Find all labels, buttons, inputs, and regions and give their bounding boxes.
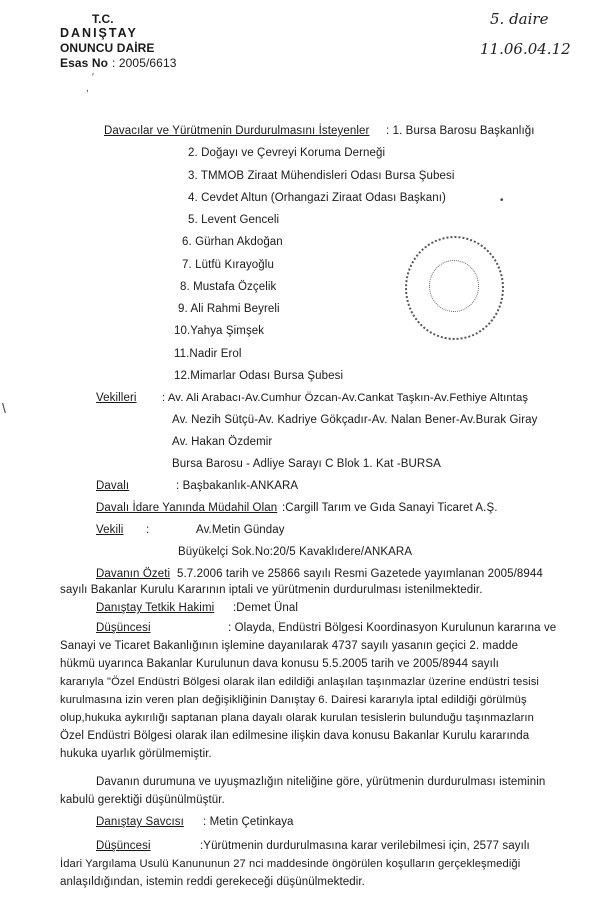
header-chamber: ONUNCU DAİRE [60,41,155,55]
opinion1-line: hükmü uyarınca Bakanlar Kurulunun dava konusu 5.5.2005 tarih ve 2005/8944 sayılı [60,658,499,670]
plaintiff-item: 9. Ali Rahmi Beyreli [178,303,280,315]
opinion1-line: Özel Endüstri Bölgesi olarak ilan edilmesine ilişkin dava konusu Bakanlar Kurulu kararında [60,730,530,742]
esas-value: : 2005/6613 [112,56,177,70]
summary-line: 5.7.2006 tarih ve 25866 sayılı Resmi Gazetede yayımlanan 2005/8944 [177,568,543,580]
plaintiffs-label: Davacılar ve Yürütmenin Durdurulmasını İsteyenler [104,125,370,137]
plaintiff-item: 12.Mimarlar Odası Bursa Şubesi [174,370,344,382]
intervener-value: :Cargill Tarım ve Gıda Sanayi Ticaret A.Ş. [282,502,498,514]
summary-line: sayılı Bakanlar Kurulu Kararının iptali ve yürütmenin durdurulması istenilmektedir. [60,584,483,596]
opinion1-line: kurulmasına izin veren plan değişikliğinin Danıştay 6. Dairesi kararıyla iptal edildiği görülmüş [60,694,527,706]
header-court: DANIŞTAY [60,26,138,40]
plaintiff-item: 4. Cevdet Altun (Orhangazi Ziraat Odası Başkanı) [188,192,446,204]
speck-mark: , [86,83,89,94]
intervener-attorney-colon: : [146,524,150,536]
handwritten-note: 5. daire [490,10,549,28]
attorneys-label: Vekilleri [96,392,137,404]
judge-value: :Demet Ünal [233,602,299,614]
intervener-label: Davalı İdare Yanında Müdahil Olan [96,502,278,514]
attorneys-address: Bursa Barosu - Adliye Sarayı C Blok 1. Kat -BURSA [172,458,441,470]
intervener-attorney-address: Büyükelçi Sok.No:20/5 Kavaklıdere/ANKARA [178,546,413,558]
seal-stamp [405,236,504,340]
intervener-attorney-label: Vekili [96,524,124,536]
opinion1-para2: kabulü gerektiği düşünülmüştür. [60,794,225,806]
speck-mark: • [500,195,504,206]
opinion1-line: : Olayda, Endüstri Bölgesi Koordinasyon Kurulunun kararına ve [228,622,557,634]
speck-mark: ′ [92,72,94,83]
plaintiff-item: 3. TMMOB Ziraat Mühendisleri Odası Bursa Şubesi [188,170,455,182]
attorneys-line: : Av. Ali Arabacı-Av.Cumhur Özcan-Av.Cankat Taşkın-Av.Fethiye Altıntaş [162,392,529,404]
opinion1-line: Sanayi ve Ticaret Bakanlığının işlemine dayanılarak 4737 sayılı yasanın geçici 2. madde [60,640,519,652]
esas-label: Esas No [60,56,109,70]
opinion1-line: olup,hukuka aykırılığı saptanan plana dayalı olarak kurulan tesislerin bulunduğu taşınmazların [60,712,534,724]
opinion2-line: İdari Yargılama Usulü Kanununun 27 nci maddesinde öngörülen koşulların gerçekleşmediği [60,858,521,870]
speck-mark: \ [2,400,6,416]
handwritten-date: 11.06.04.12 [480,40,571,58]
plaintiff-item: 8. Mustafa Özçelik [180,281,277,293]
opinion2-line: :Yürütmenin durdurulmasına karar verilebilmesi için, 2577 sayılı [200,840,530,852]
attorneys-line: Av. Hakan Özdemir [172,436,273,448]
opinion1-label: Düşüncesi [96,622,151,634]
defendant-value: : Başbakanlık-ANKARA [176,480,299,492]
plaintiff-item: 5. Levent Genceli [188,214,280,226]
header-tc: T.C. [92,12,114,26]
defendant-label: Davalı [96,480,130,492]
attorneys-line: Av. Nezih Sütçü-Av. Kadriye Gökçadır-Av. Nalan Bener-Av.Burak Giray [172,414,538,426]
judge-label: Danıştay Tetkik Hakimi [96,602,215,614]
summary-label: Davanın Özeti [96,568,171,580]
plaintiff-item: : 1. Bursa Barosu Başkanlığı [386,125,535,137]
prosecutor-label: Danıştay Savcısı [96,816,184,828]
intervener-attorney-value: Av.Metin Günday [196,524,285,536]
opinion1-line: kararıyla "Özel Endüstri Bölgesi olarak ilan edildiği anlaşılan taşınmazlar üzerine endüstri tesisi [60,676,539,688]
plaintiff-item: 10.Yahya Şimşek [174,325,265,337]
plaintiff-item: 11.Nadir Erol [174,348,242,360]
plaintiff-item: 2. Doğayı ve Çevreyi Koruma Derneği [188,147,386,159]
opinion1-para2: Davanın durumuna ve uyuşmazlığın niteliğine göre, yürütmenin durdurulması isteminin [96,776,546,788]
plaintiff-item: 6. Gürhan Akdoğan [182,236,283,248]
opinion2-line: anlaşıldığından, istemin reddi gerekeceği düşünülmektedir. [60,876,365,888]
plaintiff-item: 7. Lütfü Kırayoğlu [182,259,274,271]
opinion2-label: Düşüncesi [96,840,151,852]
opinion1-line: hukuka uyarlık görülmemiştir. [60,748,212,760]
prosecutor-value: : Metin Çetinkaya [203,816,294,828]
